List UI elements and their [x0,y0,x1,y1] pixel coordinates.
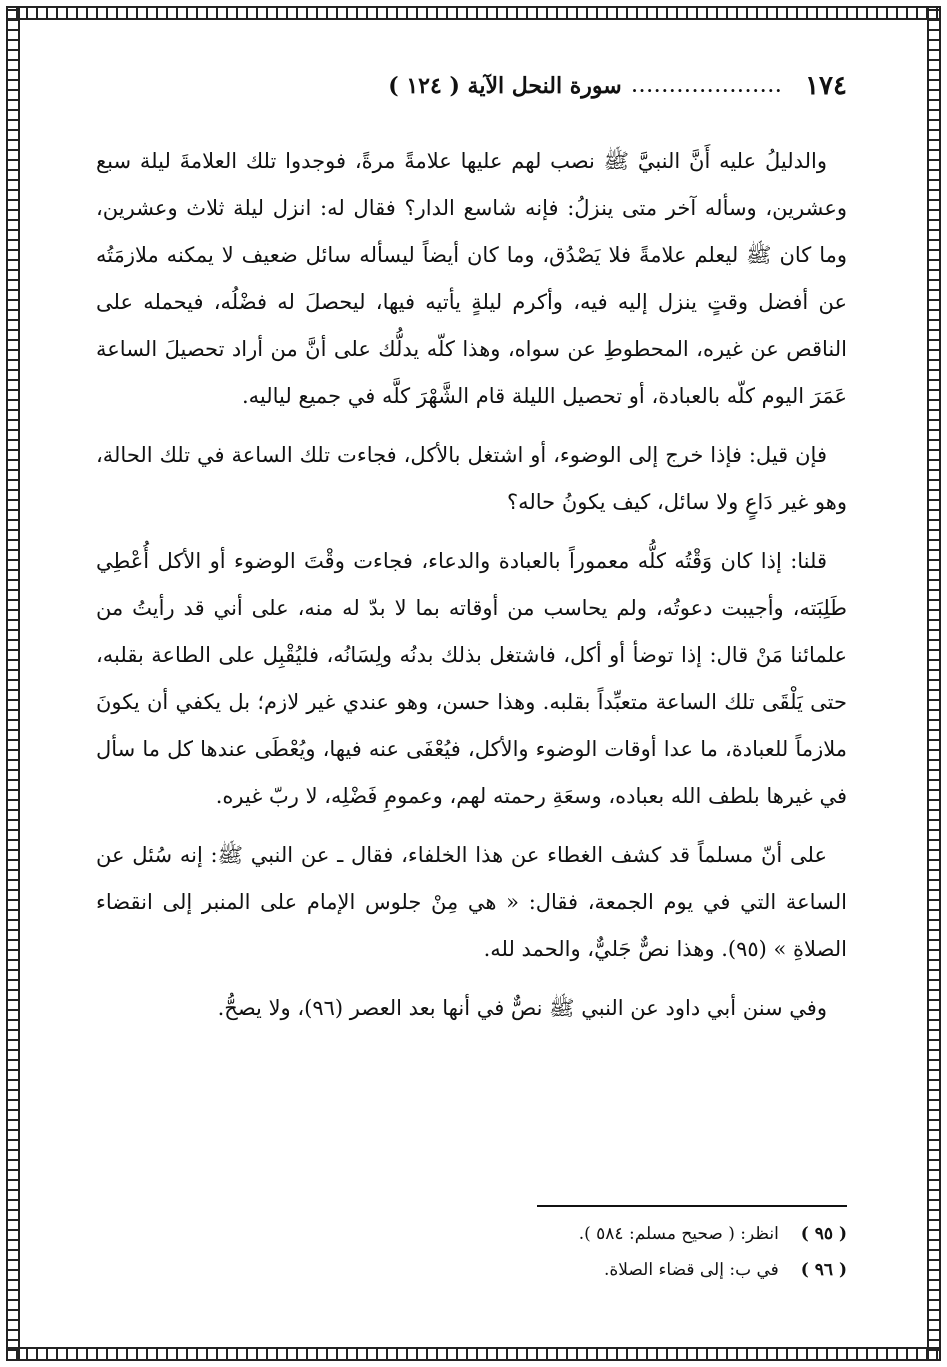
page-header [90,66,847,106]
ornamental-border-left [6,6,20,1361]
paragraph: وفي سنن أبي داود عن النبي ﷺ نصٌّ في أنها بعد العصر (٩٦)، ولا يصحُّ. [217,996,827,1020]
paragraph: قلنا: إذا كان وَقْتُه كلُّه معموراً بالعبادة والدعاء، فجاءت وقْتَ الوضوء أو الأكل أُعْطِي طَلِبَته، وأجيبت دعوتُه، ولم يحاسب من أوقاته بما لا بدّ له منه، على أني قد رأيتُ من علمائنا مَنْ قال: إذا توضأ أو أكل، فاشتغل بذلك بدنُه ولِسَانُه، فليُقْبِل على الطاعة بقلبه، حتى يَلْقَى تلك الساعة متعبِّداً بقلبه. وهذا حسن، وهو عندي غير لازم؛ بل يكفي أن يكونَ ملازماً للعبادة، ما عدا أوقات الوضوء والأكل، فيُعْفَى عنه فيها، ويُعْطَى عندها كل ما سأل في غيرها بلطف الله بعباده، وسعَةِ رحمته لهم، وعمومِ فَضْلِه، لا ربّ غيره. [96,549,847,808]
footnote [96,1252,847,1288]
footnote-number: ( ٩٥ ) [800,1224,847,1244]
paragraph: فإن قيل: فإذا خرج إلى الوضوء، أو اشتغل بالأكل، فجاءت تلك الساعة في تلك الحالة، وهو غير دَاعٍ ولا سائل، كيف يكونُ حاله؟ [96,443,847,514]
ornamental-border-top [6,6,941,20]
paragraph: والدليلُ عليه أَنَّ النبيَّ ﷺ نصب لهم عليها علامةً مرةً، فوجدوا تلك العلامةَ ليلة سبع وعشرين، وسأله آخر متى ينزلُ: فإنه شاسع الدار؟ فقال له: انزل ليلة ثلاث وعشرين، وما كان ﷺ ليعلم علامةً فلا يَصْدُق، وما كان أيضاً ليسأله سائل ضعيف لا يمكنه ملازمَتُه عن أفضل وقتٍ ينزل إليه فيه، وأكرم ليلةٍ يأتيه فيها، ليحصلَ له فضْلُه، فيحمله على الناقص عن غيره، المحطوطِ عن سواه، وهذا كلّه يدلُّك على أنَّ من أراد تحصيلَ الساعة عَمَرَ اليوم كلّه بالعبادة، أو تحصيل الليلة قام الشَّهْرَ كلَّه في جميع لياليه. [96,149,847,408]
footnote-text: في ب: إلى قضاء الصلاة. [603,1260,779,1280]
running-title-text: سورة النحل الآية ( ١٢٤ ) [388,73,622,99]
footnote [96,1216,847,1252]
ornamental-border-bottom [6,1347,941,1361]
title-leader-dots: .................... [631,76,784,96]
footnote-separator [537,1205,847,1207]
footnote-text: انظر: ( صحيح مسلم: ٥٨٤ ). [578,1224,779,1244]
running-title [388,73,783,99]
footnote-number: ( ٩٦ ) [800,1260,847,1280]
footnotes [96,1216,847,1288]
main-text [96,138,847,1044]
paragraph: على أنّ مسلماً قد كشف الغطاء عن هذا الخلفاء، فقال ـ عن النبي ﷺ: إنه سُئل عن الساعة التي في يوم الجمعة، فقال: « هي مِنْ جلوس الإمام على المنبر إلى انقضاء الصلاةِ » (٩٥). وهذا نصٌّ جَليٌّ، والحمد لله. [96,843,847,961]
ornamental-border-right [927,6,941,1361]
page-number: ١٧٤ [805,71,847,101]
